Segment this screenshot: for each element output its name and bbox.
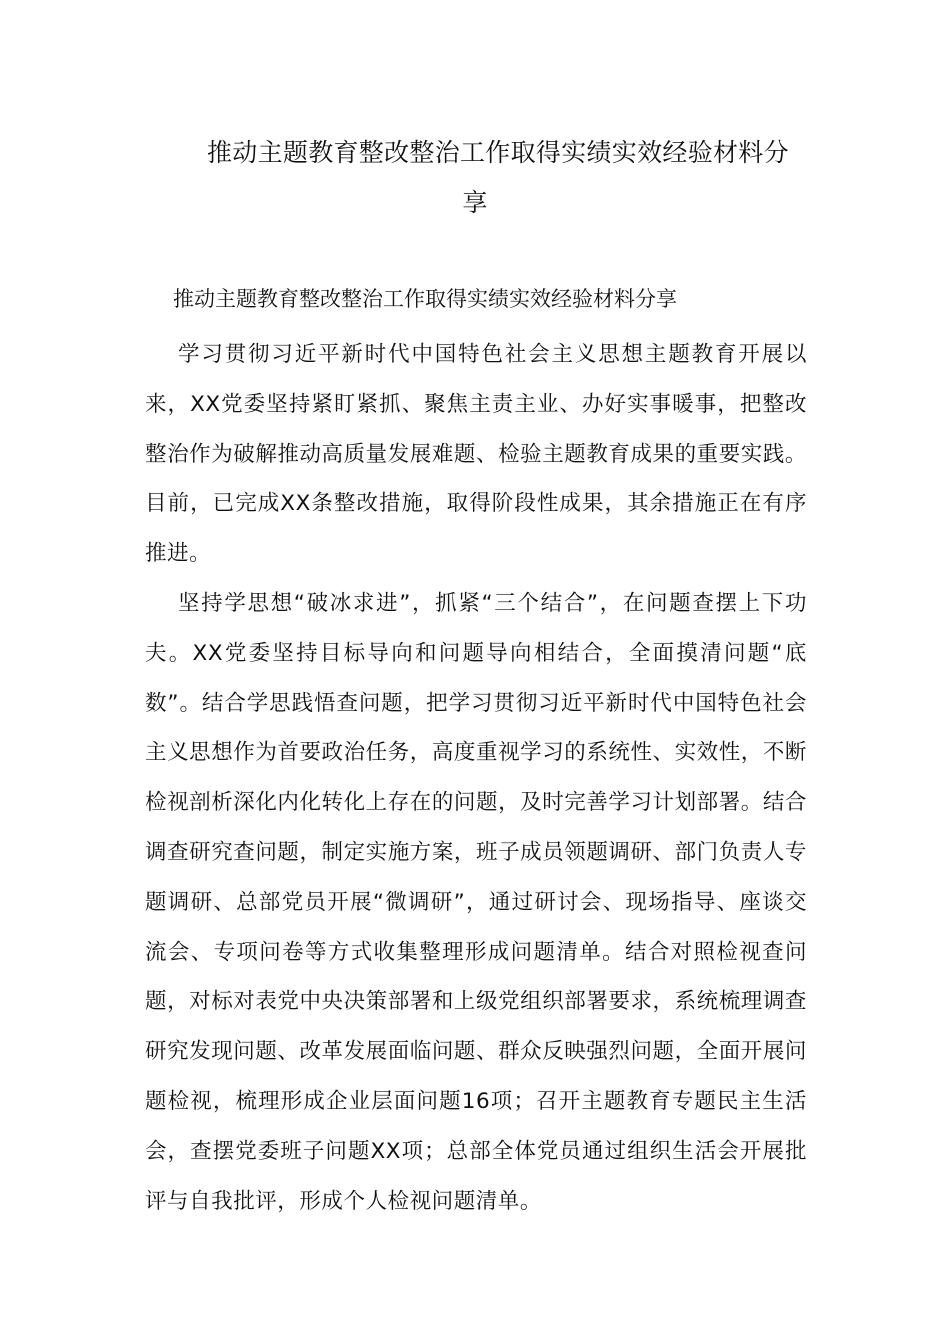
title-line-2: 享 <box>462 188 488 217</box>
paragraph-1: 学习贯彻习近平新时代中国特色社会主义思想主题教育开展以来，XX党委坚持紧盯紧抓、聚焦主责主业、办好实事暖事，把整改整治作为破解推动高质量发展难题、检验主题教育成果的重要实践。目前，已完成XX条整改措施，取得阶段性成果，其余措施正在有序推进。 <box>145 342 807 567</box>
paragraph-2: 坚持学思想“破冰求进”，抓紧“三个结合”，在问题查摆上下功夫。XX党委坚持目标导向和问题导向相结合，全面摸清问题“底数”。结合学思践悟查问题，把学习贯彻习近平新时代中国特色社会主义思想作为首要政治任务，高度重视学习的系统性、实效性，不断检视剖析深化内化转化上存在的问题，及时完善学习计划部署。结合调查研究查问题，制定实施方案，班子成员领题调研、部门负责人专题调研、总部党员开展“微调研”，通过研讨会、现场指导、座谈交流会、专项问卷等方式收集整理形成问题清单。结合对照检视查问题，对标对表党中央决策部署和上级党组织部署要求，系统梳理调查研究发现问题、改革发展面临问题、群众反映强烈问题，全面开展问题检视，梳理形成企业层面问题16项；召开主题教育专题民主生活会，查摆党委班子问题XX项；总部全体党员通过组织生活会开展批评与自我批评，形成个人检视问题清单。 <box>145 590 807 1214</box>
document-title <box>145 128 805 228</box>
title-line-1: 推动主题教育整改整治工作取得实绩实效经验材料分 <box>207 138 789 167</box>
document-body <box>145 330 807 1226</box>
document-subtitle: 推动主题教育整改整治工作取得实绩实效经验材料分享 <box>173 287 677 311</box>
